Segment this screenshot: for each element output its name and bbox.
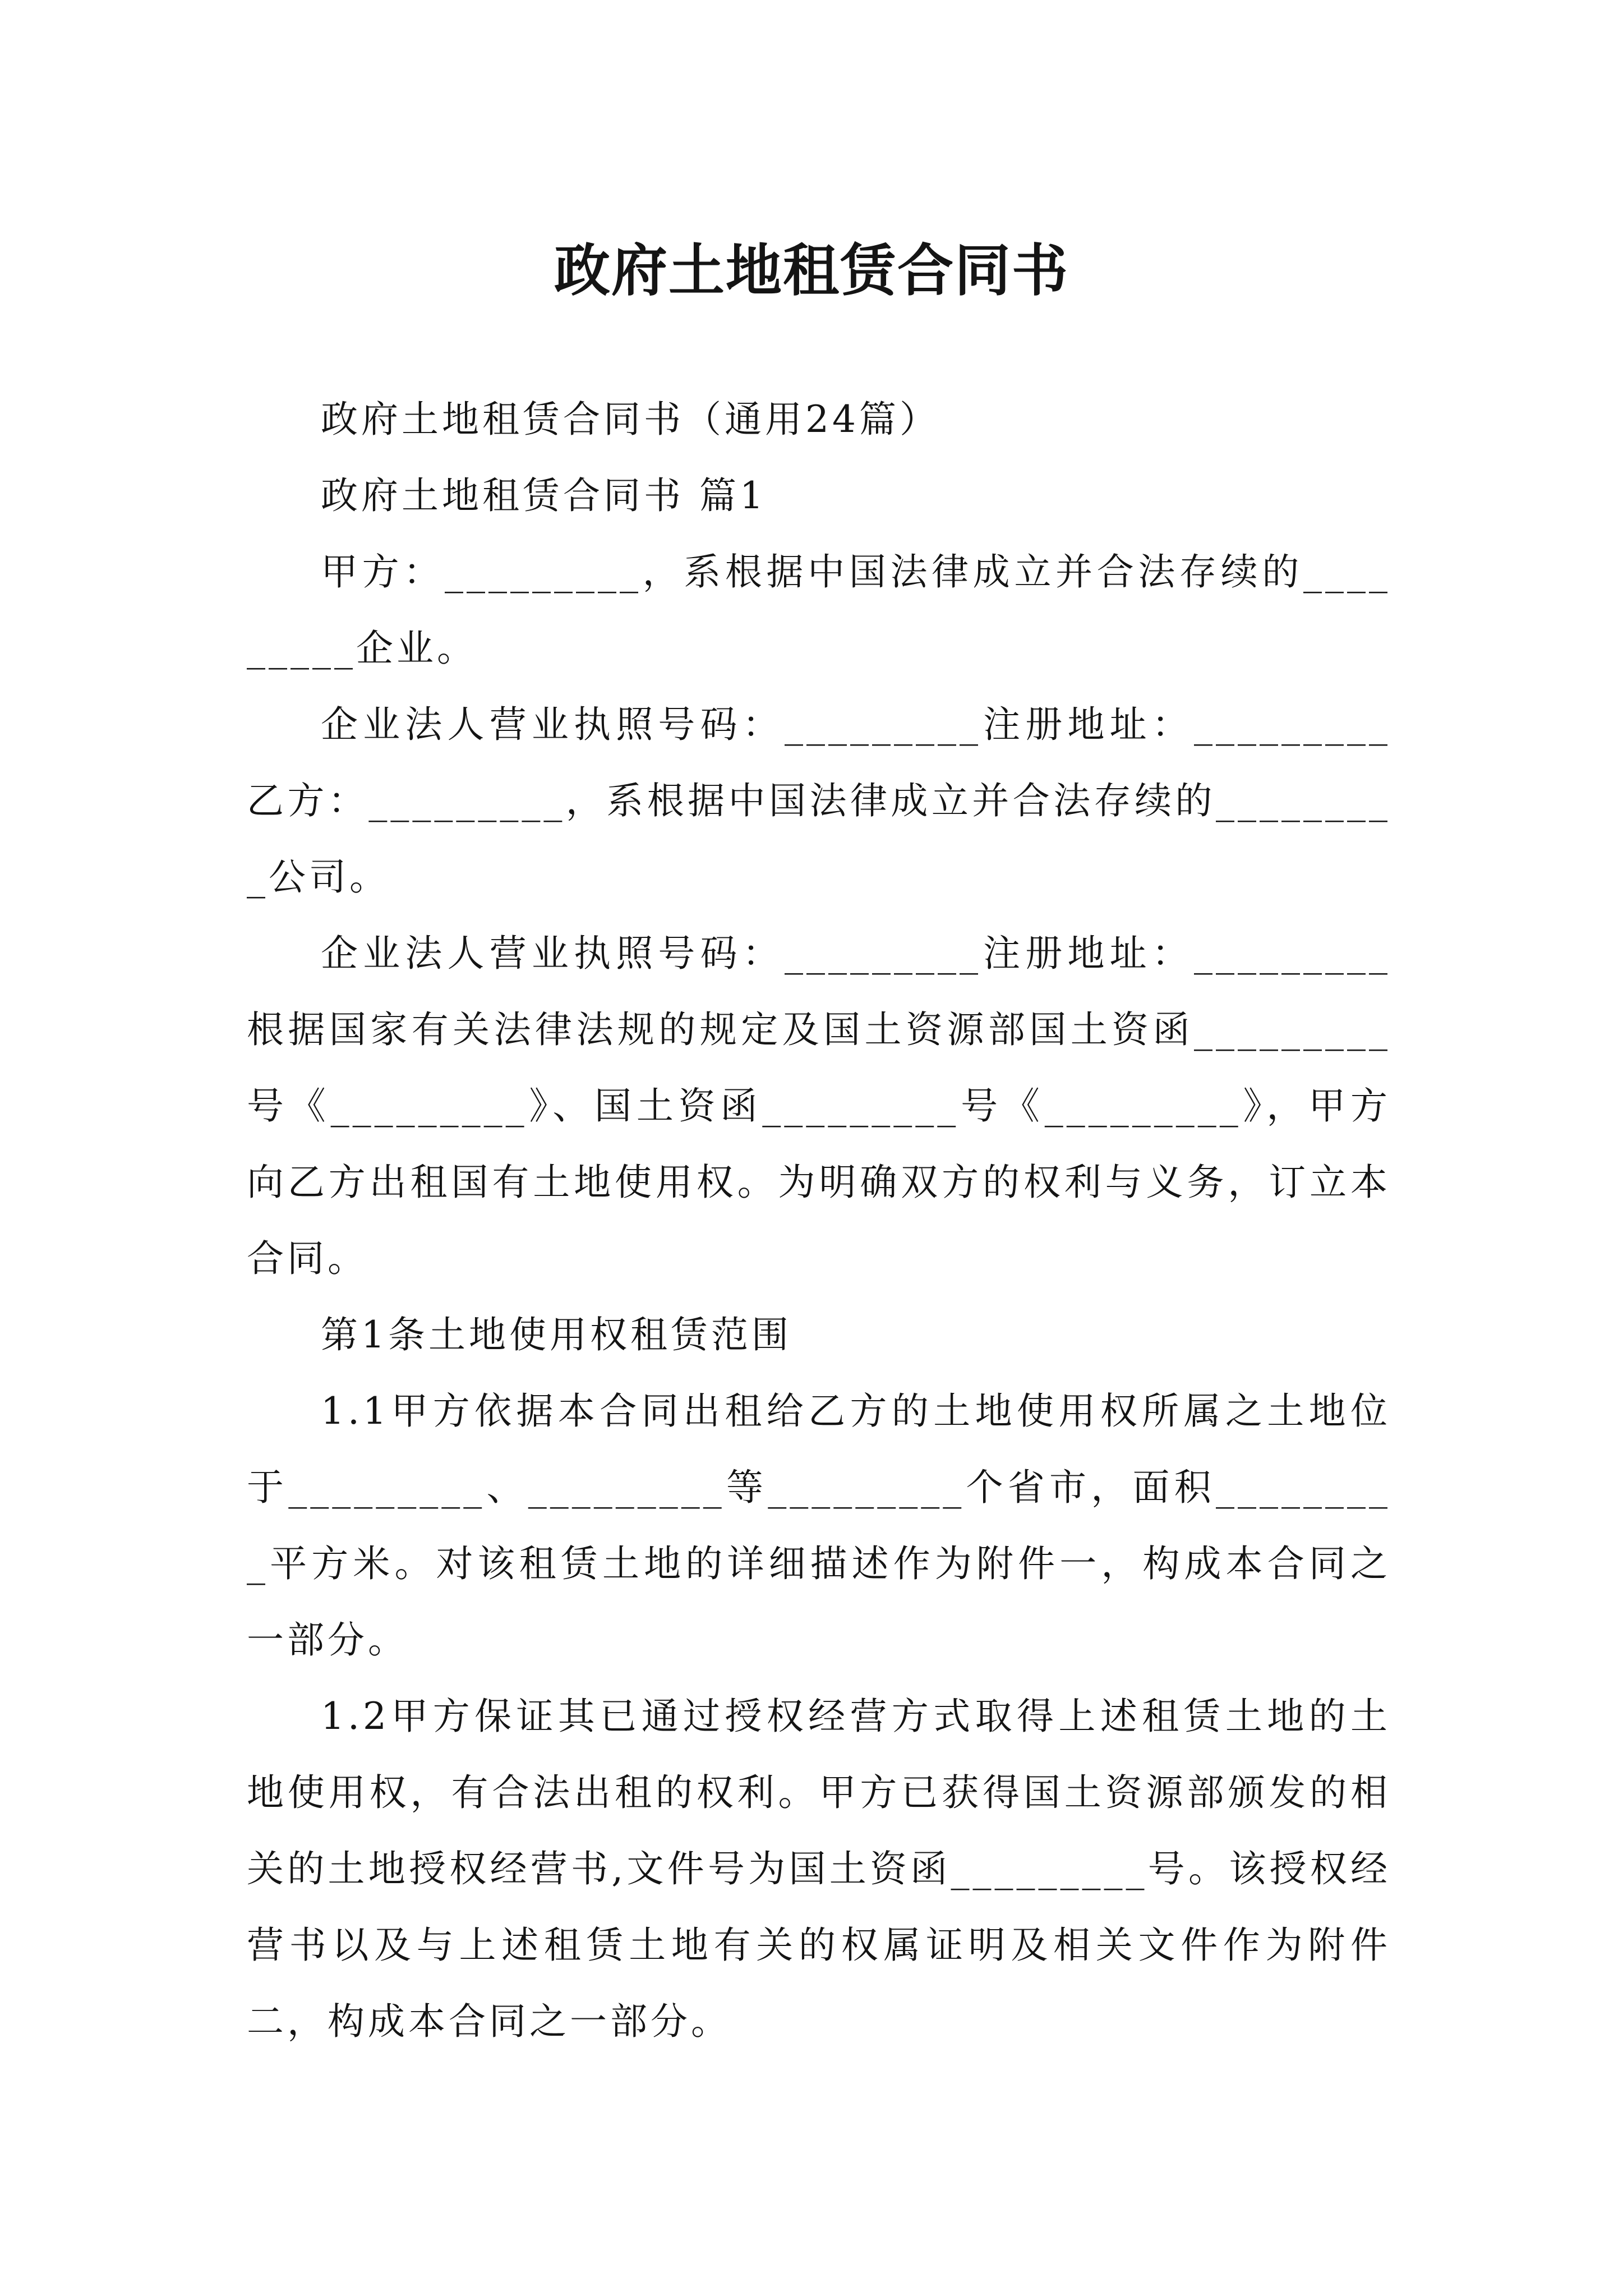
party-a-paragraph: 甲方：_________，系根据中国法律成立并合法存续的_________企业。	[247, 550, 1391, 670]
document-subtitle: 政府土地租赁合同书（通用24篇）	[321, 398, 940, 441]
document-title: 政府土地租赁合同书	[554, 237, 1069, 303]
document-body	[247, 381, 1391, 2060]
party-b-license-paragraph: 企业法人营业执照号码：_________注册地址：_________根据国家有关法律法规的规定及国土资源部国土资函_________号《_________》、国土资函_________号《_________》，甲方向乙方出租国有土地使用权。为明确双方的权利与义务，订立本合同。	[247, 932, 1391, 1280]
clause-1-1-paragraph: 1.1甲方依据本合同出租给乙方的土地使用权所属之土地位于_________、_________等_________个省市，面积_________平方米。对该租赁土地的详细描述作为附件一，构成本合同之一部分。	[247, 1389, 1391, 1662]
party-a-license-paragraph: 企业法人营业执照号码：_________注册地址：_________乙方：_________，系根据中国法律成立并合法存续的_________公司。	[247, 703, 1391, 899]
clause-1-2-paragraph: 1.2甲方保证其已通过授权经营方式取得上述租赁土地的土地使用权，有合法出租的权利。甲方已获得国土资源部颁发的相关的土地授权经营书,文件号为国土资函_________号。该授权经营书以及与上述租赁土地有关的权属证明及相关文件作为附件二，构成本合同之一部分。	[247, 1695, 1391, 2043]
article-1-heading: 第1条土地使用权租赁范围	[321, 1313, 792, 1356]
section-heading-part-1: 政府土地租赁合同书 篇1	[321, 474, 767, 517]
